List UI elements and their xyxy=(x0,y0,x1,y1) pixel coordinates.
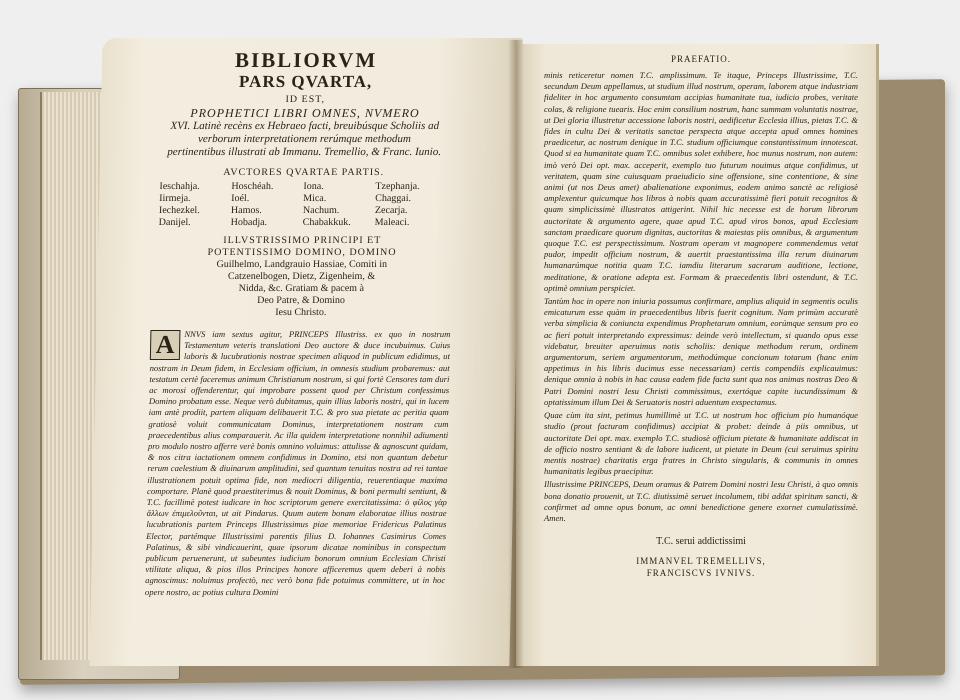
left-body-paragraph: NNVS iam sextus agitur, PRINCEPS Illustriss. ex quo in nostrum Testamentum veteris translationi Deo auctore & duce incubuimus. Cuius laboris & lucubrationis nostrae specimen aliquod in publicum edidimus, ut nostram in Deum fidem, in Ecclesiam officium, in omnesis studium probaremus: aut testatum certè faceremus animum Christianum nostrum, si qui fortè Censores tam duri ac morosi offenderentur, qui improbare possent quod per Christum confessimus Domino probatum esse. Neque verò dubitamus, quin illius laboris nostri, qui in lucem iam antè prodiit, partem aliquam delibauerit T.C. & pro sua pietate ac peritia quam gratiosè voluit communicatam Dominus, interpretationem nostram cum praecedentibus alius comparauerit. Ac illa quidem interpretatione nonnihil adiumenti pro modulo nostro afferre verè bonis omnino voluimus: attulisse & agnoscunt quidam, & nos citra iactationem omnem confidimus in Domino, etsi non quantum debetur rerum caelestium & diuinarum amplitudini, sed quantum tenuitas nostra ad rei tantae illustrationem potuit optima fide, non mediocri diligentia, reuerentiaque maxima comportare. Planè quod praestiterimus & nouit Dominus, & boni permulti sentiunt, & T.C. facillimè potest iudicare in hoc scriptorum genere exercitatissima: ὁ φίλος γὰρ ἄλλων ἐπιμελοῦνται, ut ait Pindarus. Quum autem bonam elaboratae illius nostrae lucubrationis partem Princeps Illustrissimus piae memoriae Fridericus Palatinus Elector, partémque Illustrissimi parentis filius D. Iohannes Casimirus Comes Palatinus, & sibi vindicauerint, quae ipsorum dicatae nominibus in conspectum publicum peruenerunt, ut subeuntes iudicium bonorum omnium Ecclesiam Christi vtilitate aliqua, & pios illos Principes honore afficeremus quem deberi à nobis agnoscimus: noluimus profectò, nec verò bona fide potuimus committere, ut in hoc opere nostro, ac potius cultura Domini xyxy=(144,329,451,597)
prophet-name: Danijel. xyxy=(158,217,191,228)
title-sub: PARS QVARTA, xyxy=(238,72,373,91)
prophet-name: Chabakkuk. xyxy=(302,217,351,228)
prophet-name: Ieschahja. xyxy=(159,181,200,192)
signer-2: FRANCISCVS IVNIVS. xyxy=(646,568,756,579)
spine-fold xyxy=(508,40,524,668)
signers-block xyxy=(544,555,858,579)
prophet-name: Chaggai. xyxy=(375,193,412,204)
running-head: PRAEFATIO. xyxy=(670,54,732,64)
prophet-name: Iirmeja. xyxy=(159,193,191,204)
right-paragraph: Illustrissime PRINCEPS, Deum oramus & Patrem Domini nostri Iesu Christi, à quo omnis bona donatio prouenit, ut T.C. diutissimè seruet incolumem, tibi addat spiritum sancti, & confirmet ad omne opus bonum, ac omni benedictione genere exornet cumulatissimè. Amen. xyxy=(544,479,858,523)
heading-line-3: verborum interpretationem rerúmque methodum xyxy=(197,133,411,145)
prophet-name: Nachum. xyxy=(302,205,340,216)
drop-cap: A xyxy=(150,330,181,360)
prophet-name: Maleaci. xyxy=(374,217,410,228)
prophet-name: Tzephanja. xyxy=(375,181,420,192)
dedication-block xyxy=(151,235,453,319)
prophet-name: Iechezkel. xyxy=(158,205,200,216)
prophet-name: Hoschéah. xyxy=(231,181,274,192)
right-paragraph: minis reticeretur nomen T.C. amplissimum. Te itaque, Princeps Illustrissime, T.C. secundum Deum appellamus, ut studium illud nostrum, operam, laborem atque industriam fideliter in hoc argumento consumtam accipias humanitate tua, iudicio probes, veritate colas, & religione tuearis. Hoc enim consilium nostrum, hanc summam voluntatis nostrae, ut Dei gloria illustretur accessione laboris nostri, aedificetur Ecclesia illius, pietas T.C. & fides in cultu Dei & veritatis sanctae perspecta atque accepta apud omnes homines praedicetur, ac nostrum denique in T.C. studium officiumque constantissimum innotescat. Quod si ea humanitate quam T.C. omnibus solet exhibere, hoc munus nostrum, non autem: imò verò Dei opt. max. acceperit, exemplo tuo futurum nouimus atque confidimus, ut veritatem, quam sine cuiusquam praeiudicio sine offensione, sine contentione, & sine animi (ut nos Deus amet) abalienatione exponimus, eodem animo sanctè ac religiosè amplexentur quicumque hos libros à nobis quam accuratissimè fieri potuit recognitos & quam simplicissimè illustratos attigerint. Nihil hic necesse est de horum librorum auctoritate & argumento agere, quae apud T.C. apud viros bonos, apud Ecclesiam sanctam praedicare quorum dignitas, auctoritas & maiestas piis omnibus, & argumentum quoque T.C. est perspectissimum. Nostram operam vt magnopere commendemus vetat pudor, impedit officium nostrum, & auertit praestantissima illa rerum diuinarum humanarúmque notitia quam T.C. iamdiu literarum sacrarum auditione, lectione, meditatione, & oratione adepta est. Formam & praecedentis libri ostendunt, & T.C. optimè omnium perspiciet. xyxy=(544,70,858,293)
right-page-content xyxy=(544,54,858,579)
dedication-line-7: Iesu Christo. xyxy=(275,307,327,318)
prophet-name: Zecarja. xyxy=(374,205,408,216)
dedication-line-2: POTENTISSIMO DOMINO, DOMINO xyxy=(207,247,397,258)
prophet-name: Hobadja. xyxy=(230,217,268,228)
prophets-list xyxy=(153,181,454,229)
right-paragraph: Quae cùm ita sint, petimus humillimè ut T.C. ut nostrum hoc officium pio humanóque studio (prout facturam confidimus) accipiat & probet: deinde à piis omnibus, ut auctoritate Dei opt. max. exemplo T.C. studiosè officium pietate & humanitate addiscat in de officio nostro sentiant & de labore iudicent, ut pietate in Deum (cui seruimus spiritu mentis nostrae) charitatis erga fratres in Christo singularis, & communis in omnes humanitatis legibus praecipitur. xyxy=(544,410,858,477)
prophet-name: Iona. xyxy=(303,181,324,192)
prophet-name: Hamos. xyxy=(230,205,262,216)
heading-line-1: PROPHETICI LIBRI OMNES, NVMERO xyxy=(190,106,420,120)
right-page xyxy=(516,44,879,666)
title-main: BIBLIORVM xyxy=(234,48,378,72)
left-page-content xyxy=(145,48,457,598)
heading-line-4: pertinentibus illustrati ab Immanu. Tremellio, & Franc. Iunio. xyxy=(167,146,442,158)
auctores-heading: AVCTORES QVARTAE PARTIS. xyxy=(223,167,385,178)
right-paragraph: Tantùm hoc in opere non iniuria possumus confirmare, amplius aliquid in segmentis oculis emicaturum esse quàm in praecedentibus libris fuerit cognitum. Nam primùm accuratè verba simplicia & coniuncta expendimus Prophetarum omnium, eorúmque sensum pro eo ac fieri potuit interpretando expressimus: deinde verò intellectum, si quando opus esse videbatur, breuiter aperuimus notis scholiis: denique methodum rerum, ordinem argumentorum, seriem argumentorum, methodúmque concionum totarum (hanc enim appetimus in his libris ducimus esse necessariam) certis compendiis explicauimus: denique omnia à nobis in hac causa eadem fide facta sunt qua nos animas nostras Deo & Patri Domini nostri Iesu Christi commissimus, exertóque capite iucundissimum & optatissimum illum Dei & Seruatoris nostri aduentum exspectamus. xyxy=(544,296,858,407)
prophet-name: Mica. xyxy=(303,193,327,204)
heading-block xyxy=(154,107,455,159)
dedication-line-6: Deo Patre, & Domino xyxy=(257,295,346,306)
id-est: ID EST, xyxy=(285,94,326,105)
left-page xyxy=(89,38,522,666)
right-body-text xyxy=(544,70,858,524)
dedication-line-3: Guilhelmo, Landgrauio Hassiae, Comiti in xyxy=(216,259,388,270)
dedication-line-5: Nidda, &c. Gratiam & pacem à xyxy=(238,283,365,294)
signer-1: IMMANVEL TREMELLIVS, xyxy=(636,556,766,567)
dedication-line-1: ILLVSTRISSIMO PRINCIPI ET xyxy=(223,235,382,246)
signoff: T.C. serui addictissimi xyxy=(656,536,746,548)
dedication-line-4: Catzenelbogen, Dietz, Zigenheim, & xyxy=(227,271,376,282)
left-body-text xyxy=(145,329,451,598)
prophet-name: Ioél. xyxy=(231,193,250,204)
heading-line-2: XVI. Latinè recèns ex Hebraeo facti, breuibúsque Scholiis ad xyxy=(170,120,440,132)
